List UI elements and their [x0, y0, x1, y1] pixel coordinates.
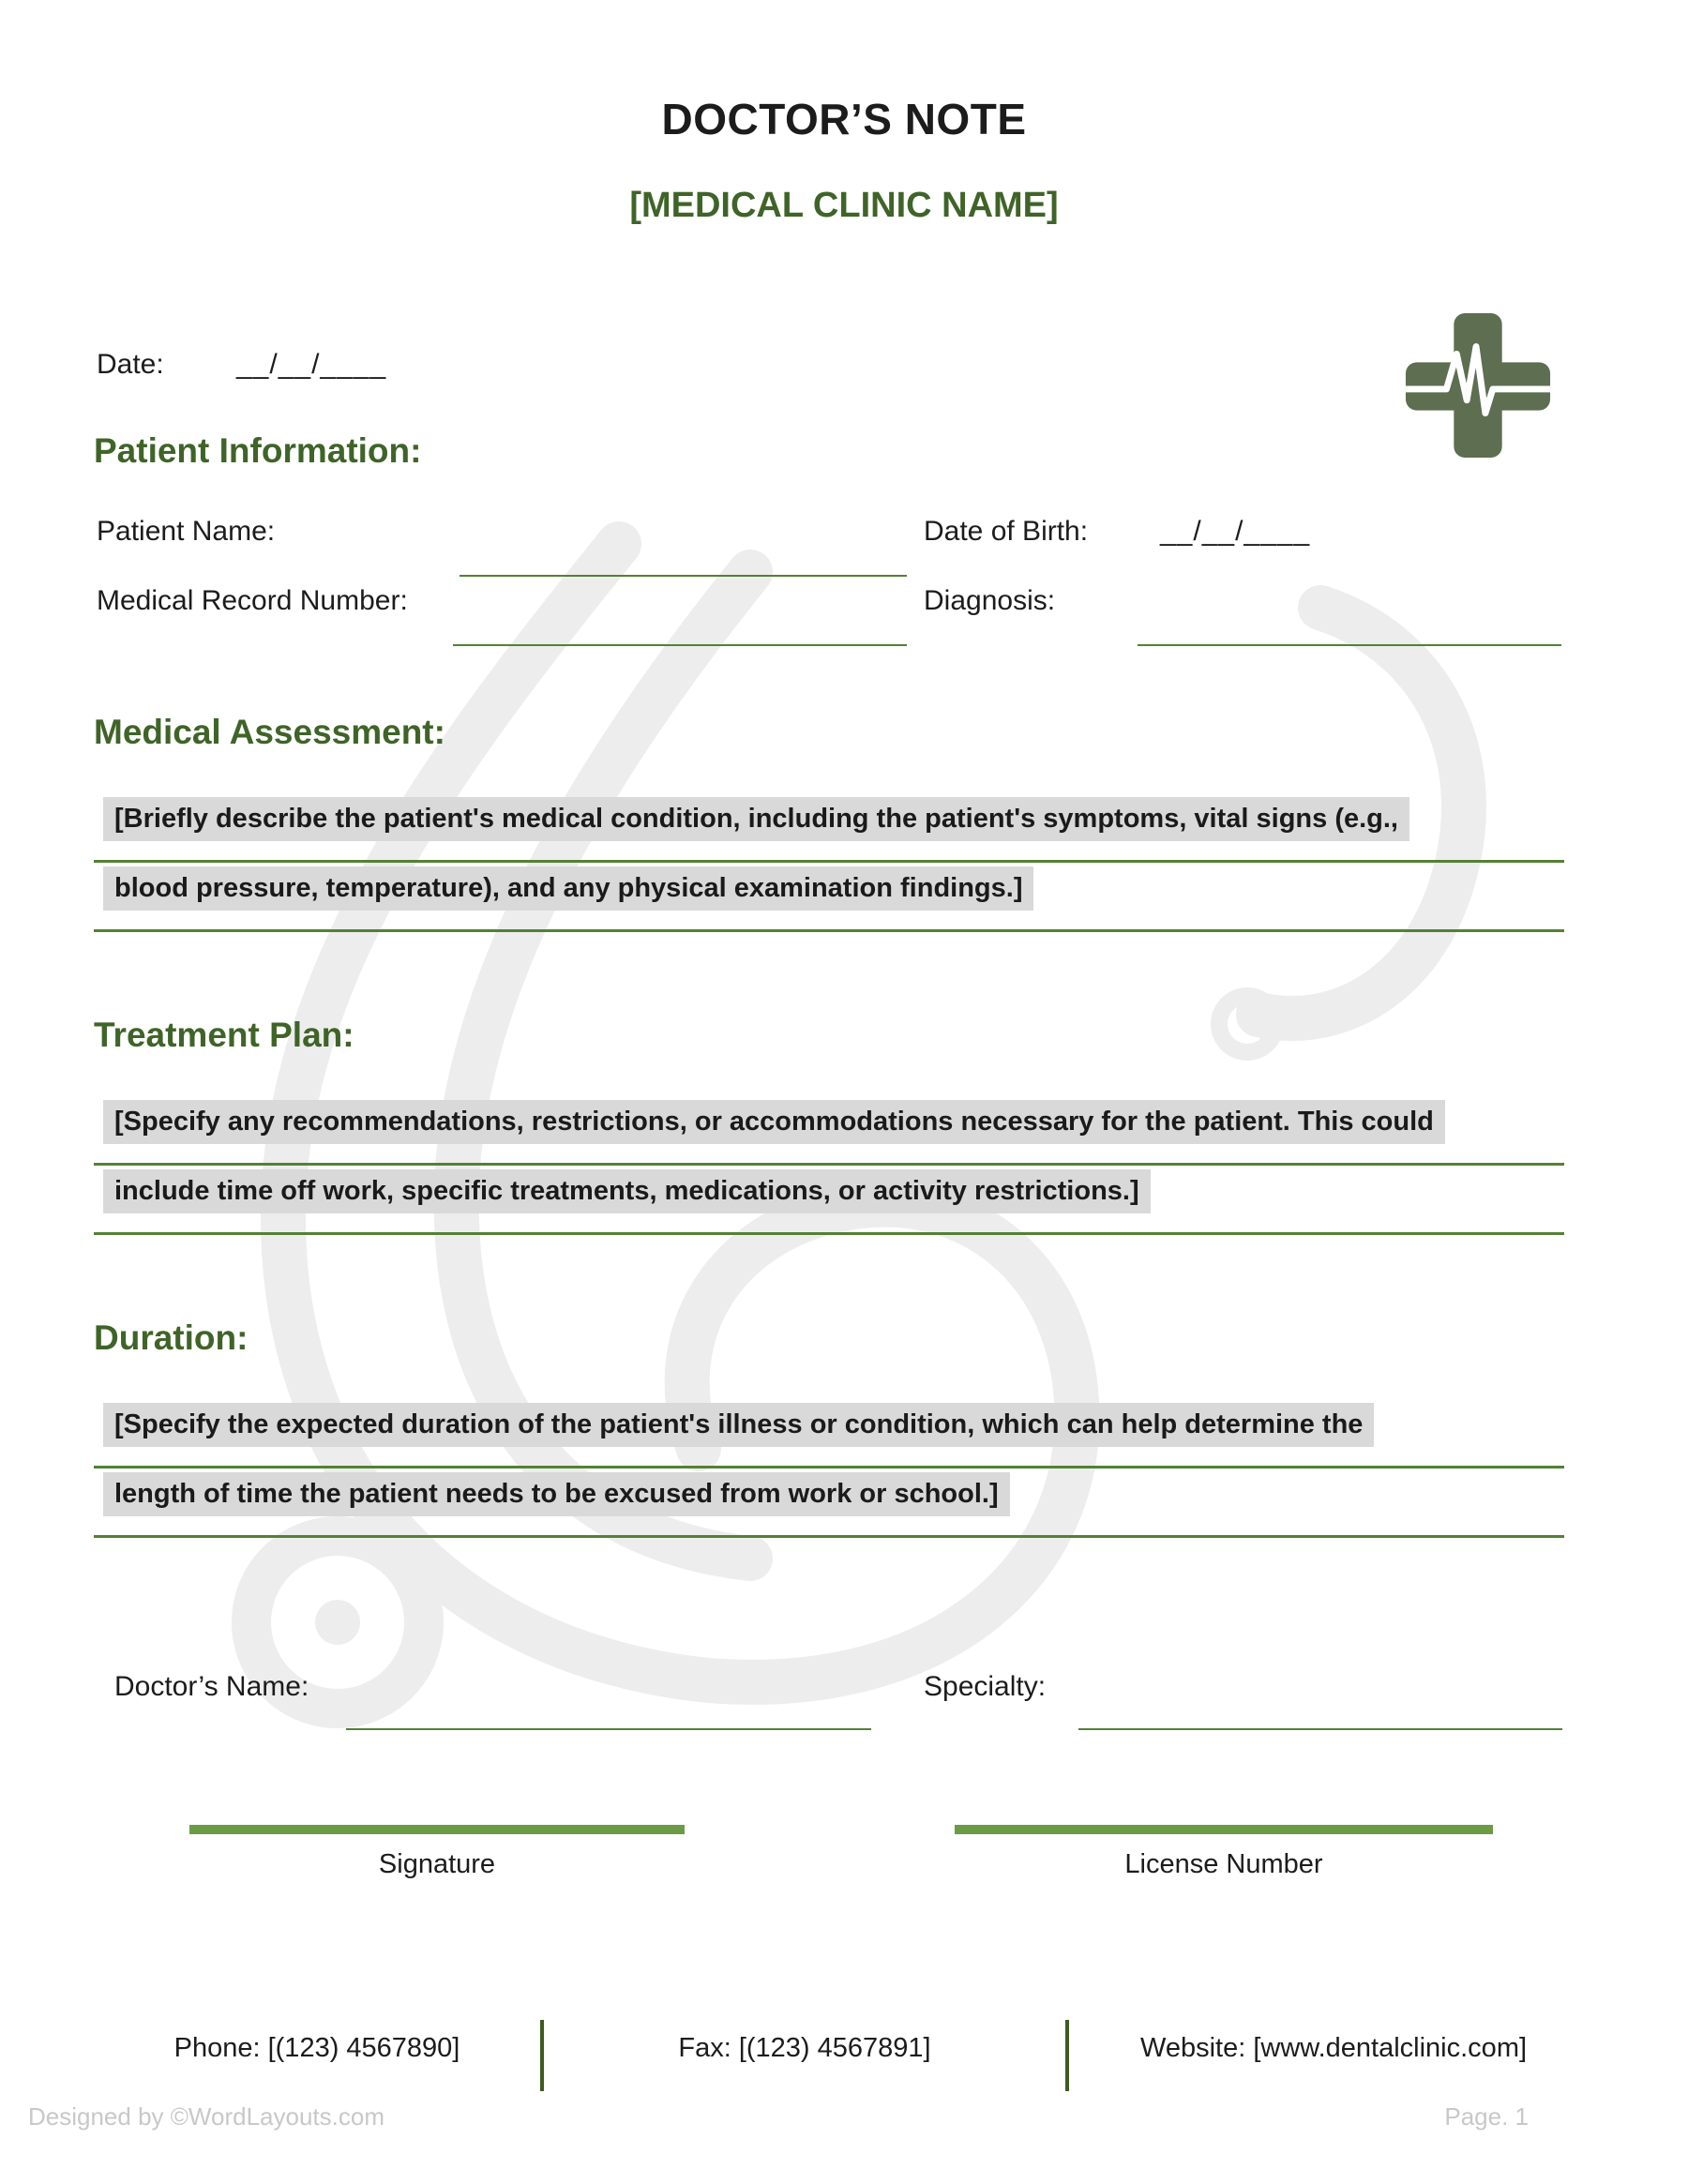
duration-placeholder-line2[interactable]: length of time the patient needs to be excused from work or school.]: [103, 1472, 1010, 1516]
specialty-label: Specialty:: [924, 1671, 1047, 1702]
signature-line[interactable]: [189, 1825, 685, 1834]
footer-divider-2: [1065, 2020, 1069, 2091]
duration-writing-line-1[interactable]: [94, 1466, 1564, 1469]
medical-record-number-blank-field[interactable]: [453, 644, 907, 646]
duration-heading: Duration:: [94, 1318, 249, 1357]
patient-name-blank-field[interactable]: [460, 575, 907, 577]
doctor-name-blank-field[interactable]: [346, 1728, 871, 1730]
treatment-plan-heading: Treatment Plan:: [94, 1016, 354, 1054]
medical-assessment-writing-line-1[interactable]: [94, 860, 1564, 863]
footer-fax: Fax: [(123) 4567891]: [678, 2033, 931, 2063]
medical-assessment-writing-line-2[interactable]: [94, 929, 1564, 932]
license-number-line[interactable]: [955, 1825, 1493, 1834]
patient-name-label: Patient Name:: [97, 516, 276, 547]
medical-assessment-placeholder-line2[interactable]: blood pressure, temperature), and any physical examination findings.]: [103, 866, 1033, 911]
date-label: Date:: [97, 349, 164, 380]
treatment-plan-placeholder-line1[interactable]: [Specify any recommendations, restrictions, or accommodations necessary for the patient. This could: [103, 1100, 1445, 1144]
footer-website: Website: [www.dentalclinic.com]: [1139, 2033, 1528, 2063]
license-number-label: License Number: [1124, 1849, 1323, 1879]
doctor-name-label: Doctor’s Name:: [114, 1671, 309, 1702]
patient-information-heading: Patient Information:: [94, 431, 422, 470]
clinic-name: [MEDICAL CLINIC NAME]: [629, 186, 1059, 225]
treatment-plan-writing-line-2[interactable]: [94, 1232, 1564, 1235]
treatment-plan-placeholder-line2[interactable]: include time off work, specific treatments, medications, or activity restrictions.]: [103, 1169, 1151, 1213]
footer-divider-1: [540, 2020, 544, 2091]
date-of-birth-label: Date of Birth:: [924, 516, 1089, 547]
designed-by-credit: Designed by ©WordLayouts.com: [28, 2102, 384, 2131]
diagnosis-label: Diagnosis:: [924, 585, 1056, 616]
medical-cross-ekg-icon: [1404, 311, 1552, 459]
duration-writing-line-2[interactable]: [94, 1535, 1564, 1538]
medical-assessment-placeholder-line1[interactable]: [Briefly describe the patient's medical condition, including the patient's symptoms, vital signs (e.g.,: [103, 797, 1409, 841]
treatment-plan-writing-line-1[interactable]: [94, 1163, 1564, 1166]
specialty-blank-field[interactable]: [1078, 1728, 1562, 1730]
date-of-birth-blank-field[interactable]: __/__/____: [1160, 516, 1311, 547]
medical-record-number-label: Medical Record Number:: [97, 585, 408, 616]
signature-label: Signature: [378, 1849, 496, 1879]
duration-placeholder-line1[interactable]: [Specify the expected duration of the patient's illness or condition, which can help determine the: [103, 1403, 1374, 1447]
document-title: DOCTOR’S NOTE: [661, 95, 1027, 143]
footer-phone: Phone: [(123) 4567890]: [173, 2033, 460, 2063]
date-blank-field[interactable]: __/__/____: [236, 349, 387, 380]
medical-assessment-heading: Medical Assessment:: [94, 713, 445, 751]
page-number: Page. 1: [1444, 2102, 1529, 2131]
diagnosis-blank-field[interactable]: [1138, 644, 1561, 646]
